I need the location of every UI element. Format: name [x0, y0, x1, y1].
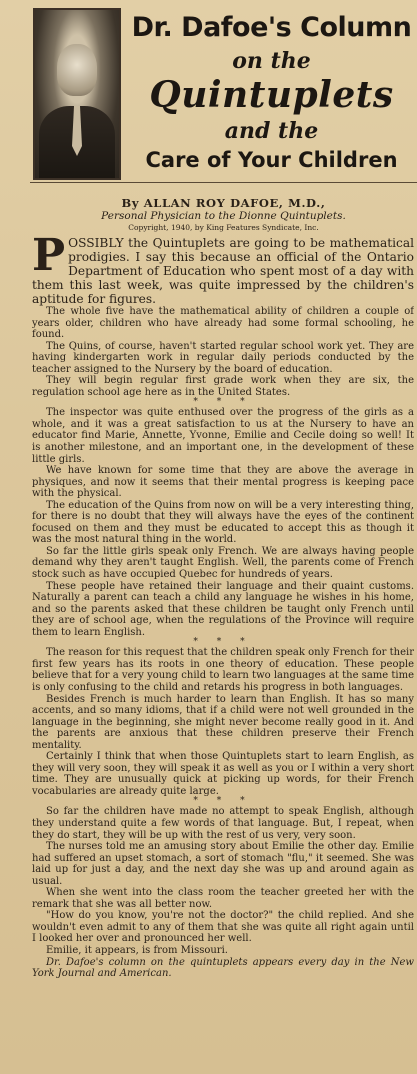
byline-subtitle: Personal Physician to the Dionne Quintuplets.	[101, 210, 346, 222]
paragraph: The reason for this request that the children speak only French for their first few years has its roots in one theory of education. These people believe that for a very young child to learn two languages at the same time is only confusing to the child and retards his progress in both languages.	[32, 647, 414, 693]
paragraph: Emilie, it appears, is from Missouri.	[46, 944, 228, 956]
author-portrait-photo	[33, 8, 121, 180]
paragraph: The education of the Quins from now on will be a very interesting thing, for there is no doubt that they will always have the eyes of the continent focused on them and they must be educated to accept this as though it was the most natural thing in the world.	[32, 499, 414, 546]
paragraph: Besides French is much harder to learn than English. It has so many accents, and so many idioms, that if a child were not well grounded in the language in the beginning, she might never become really good in it. And the parents are anxious that these children preserve their French mentality.	[32, 693, 414, 751]
paragraph: The whole five have the mathematical ability of children a couple of years older, children who have already had some formal schooling, he found.	[32, 306, 414, 341]
paragraph: When she went into the class room the teacher greeted her with the remark that she was all better now.	[32, 887, 414, 910]
byline: By ALLAN ROY DAFOE, M.D.,	[121, 196, 326, 210]
drop-cap: P	[32, 236, 66, 281]
copyright-line: Copyright, 1940, by King Features Syndicate, Inc.	[128, 223, 319, 232]
paragraph: These people have retained their language and their quaint customs. Naturally a parent can teach a child any language he wishes in his home, and so the parents asked that these children be taught only French until they are of school age, when the regulations of the Province will require them to learn English.	[32, 580, 414, 638]
lead-paragraph: POSSIBLY the Quintuplets are going to be mathematical prodigies. I say this because an official of the Ontario Department of Education who spent most of a day with them this last week, was quite impressed by the children's aptitude for figures.	[32, 236, 414, 306]
section-separator: * * *	[193, 796, 253, 807]
column-title-on-the: on the	[232, 48, 311, 74]
column-title: Dr. Dafoe's Column	[131, 12, 412, 43]
paragraph: So far the little girls speak only French. We are always having people demand why they aren't taught English. Well, the parents come of French stock such as have occupied Quebec for hundreds of years.	[32, 545, 414, 581]
column-title-care: Care of Your Children	[145, 148, 398, 172]
column-title-quintuplets: Quintuplets	[149, 74, 394, 116]
syndication-footnote: Dr. Dafoe's column on the quintuplets appears every day in the New York Journal and American.	[32, 956, 414, 980]
paragraph: "How do you know, you're not the doctor?" the child replied. And she wouldn't even admit to any of them that she was quite all right again until I looked her over and pronounced her well.	[32, 910, 414, 945]
paragraph: The nurses told me an amusing story about Emilie the other day. Emilie had suffered an upset stomach, a sort of stomach "flu," it seemed. She was laid up for just a day, and the next day she was up and around again as usual.	[32, 841, 414, 887]
paragraph: The Quins, of course, haven't started regular school work yet. They are having kindergarten work in regular daily periods conducted by the teacher assigned to the Nursery by the board of education.	[32, 340, 414, 375]
section-separator: * * *	[193, 397, 253, 408]
paragraph: They will begin regular first grade work when they are six, the regulation school age here as in the United States.	[32, 375, 414, 398]
article-body	[32, 236, 414, 1072]
paragraph: Certainly I think that when those Quintuplets start to learn English, as they will very soon, they will speak it as well as you or I within a very short time. They are unusually quick at picking up words, for their French vocabularies are already quite large.	[32, 751, 414, 797]
section-separator: * * *	[193, 637, 253, 648]
column-title-and-the: and the	[224, 118, 319, 144]
paragraph: So far the children have made no attempt to speak English, although they understand quite a few words of that language. But, I repeat, when they do start, they will be up with the rest of us very, very soon.	[32, 806, 414, 841]
paragraph: The inspector was quite enthused over the progress of the girls as a whole, and it was a great satisfaction to us at the Nursery to have an educator find Marie, Annette, Yvonne, Emilie and Cecile doing so well! It is another milestone, and an important one, in the development of these little girls.	[32, 407, 414, 465]
paragraph: We have known for some time that they are above the average in physiques, and now it seems that their mental progress is keeping pace with the physical.	[32, 465, 414, 500]
column-masthead	[30, 4, 417, 183]
